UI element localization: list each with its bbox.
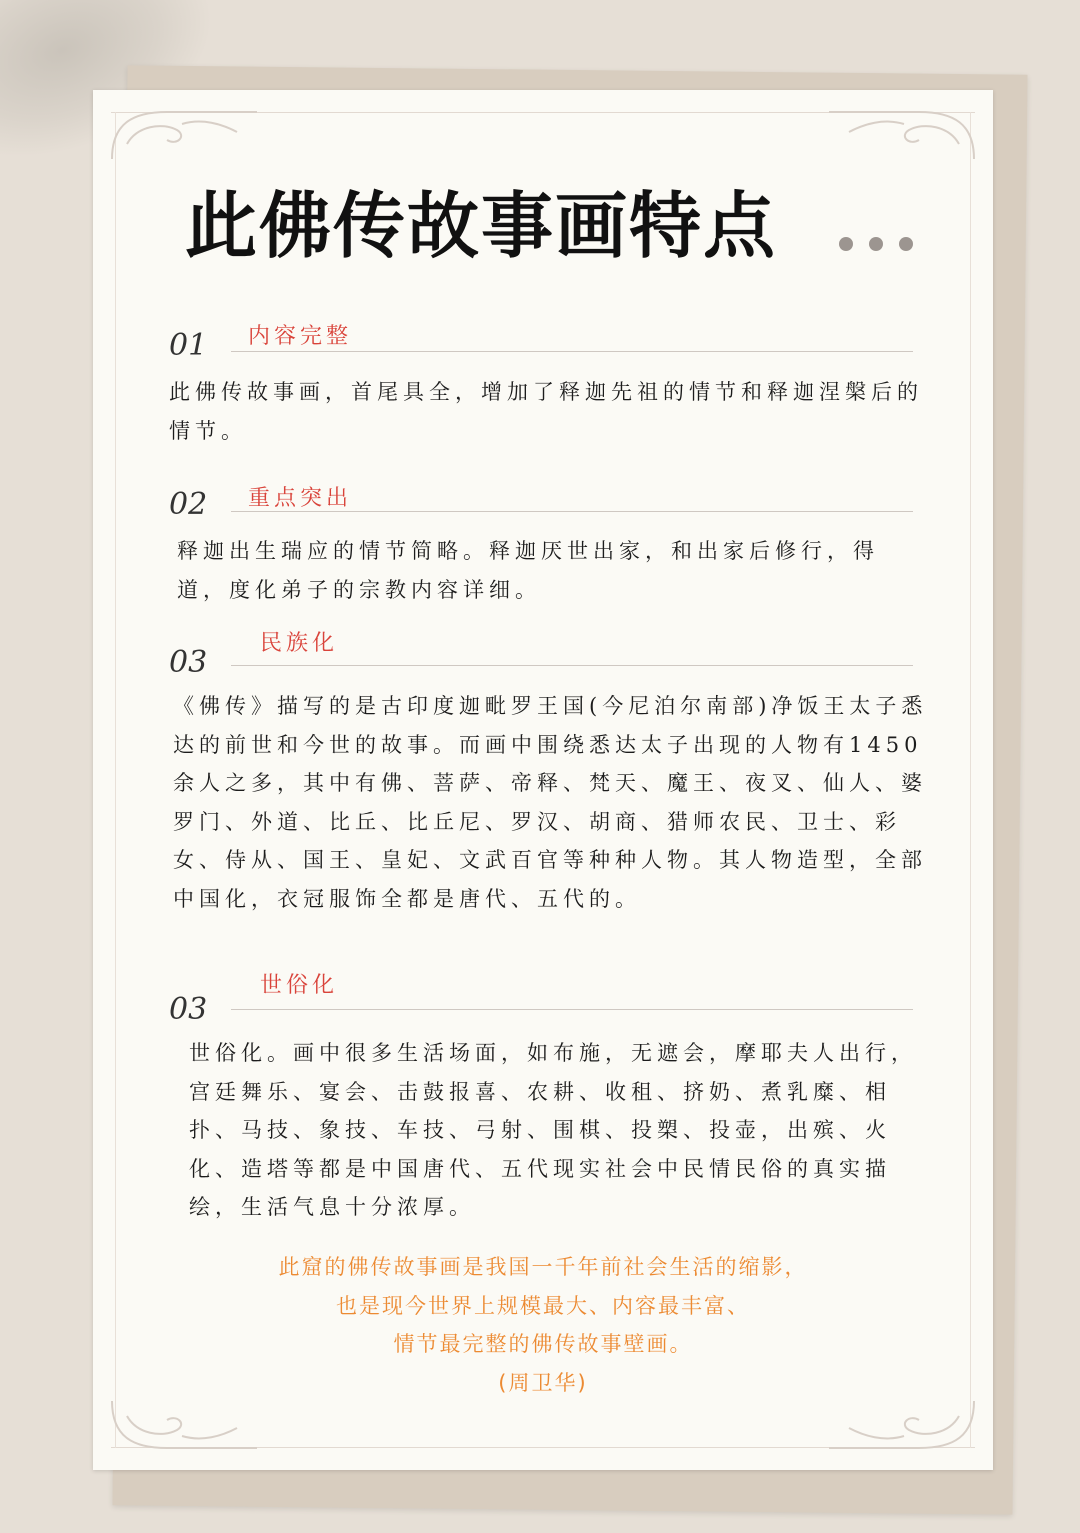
section-title: 民族化 bbox=[260, 631, 339, 656]
ornament-bottom-right-icon bbox=[819, 1396, 979, 1456]
section-divider bbox=[231, 1009, 913, 1010]
section-number: 03 bbox=[169, 645, 208, 680]
section-title: 重点突出 bbox=[248, 486, 353, 511]
ornament-top-left-icon bbox=[107, 104, 267, 164]
section-number: 03 bbox=[169, 992, 208, 1027]
section-text: 释迦出生瑞应的情节简略。释迦厌世出家，和出家后修行，得道，度化弟子的宗教内容详细。 bbox=[177, 539, 879, 602]
section-number: 02 bbox=[169, 487, 208, 522]
section-divider bbox=[231, 665, 913, 666]
section-number: 01 bbox=[169, 328, 208, 363]
section-text: 此佛传故事画，首尾具全，增加了释迦先祖的情节和释迦涅槃后的情节。 bbox=[169, 380, 923, 443]
section-title: 世俗化 bbox=[260, 973, 339, 998]
quote-line: 也是现今世界上规模最大、内容最丰富、 bbox=[336, 1293, 750, 1318]
ornament-bottom-left-icon bbox=[107, 1396, 267, 1456]
quote-line: 此窟的佛传故事画是我国一千年前社会生活的缩影， bbox=[278, 1255, 808, 1279]
closing-quote bbox=[153, 1248, 933, 1402]
section-title: 内容完整 bbox=[248, 324, 353, 349]
section-divider bbox=[231, 351, 913, 352]
page-title: 此佛传故事画特点 bbox=[185, 184, 778, 268]
frame-right-line bbox=[970, 112, 971, 1448]
quote-line: 情节最完整的佛传故事壁画。 bbox=[393, 1332, 693, 1356]
more-dots-icon bbox=[839, 236, 929, 255]
frame-left-line bbox=[115, 112, 116, 1448]
section-divider bbox=[231, 511, 913, 512]
section-text: 《佛传》描写的是古印度迦毗罗王国(今尼泊尔南部)净饭王太子悉达的前世和今世的故事。而画中围绕悉达太子出现的人物有1450余人之多，其中有佛、菩萨、帝释、梵天、魔王、夜叉、仙人、婆罗门、外道、比丘、比丘尼、罗汉、胡商、猎师农民、卫士、彩女、侍从、国王、皇妃、文武百官等种种人物。其人物造型，全部中国化，衣冠服饰全都是唐代、五代的。 bbox=[173, 694, 928, 911]
quote-author: (周卫华) bbox=[498, 1370, 588, 1395]
content-card bbox=[93, 90, 993, 1470]
section-text: 世俗化。画中很多生活场面，如布施，无遮会，摩耶夫人出行，宫廷舞乐、宴会、击鼓报喜、农耕、收租、挤奶、煮乳糜、相扑、马技、象技、车技、弓射、围棋、投槊、投壶，出殡、火化、造塔等都是中国唐代、五代现实社会中民情民俗的真实描绘，生活气息十分浓厚。 bbox=[189, 1041, 917, 1219]
ornament-top-right-icon bbox=[819, 104, 979, 164]
